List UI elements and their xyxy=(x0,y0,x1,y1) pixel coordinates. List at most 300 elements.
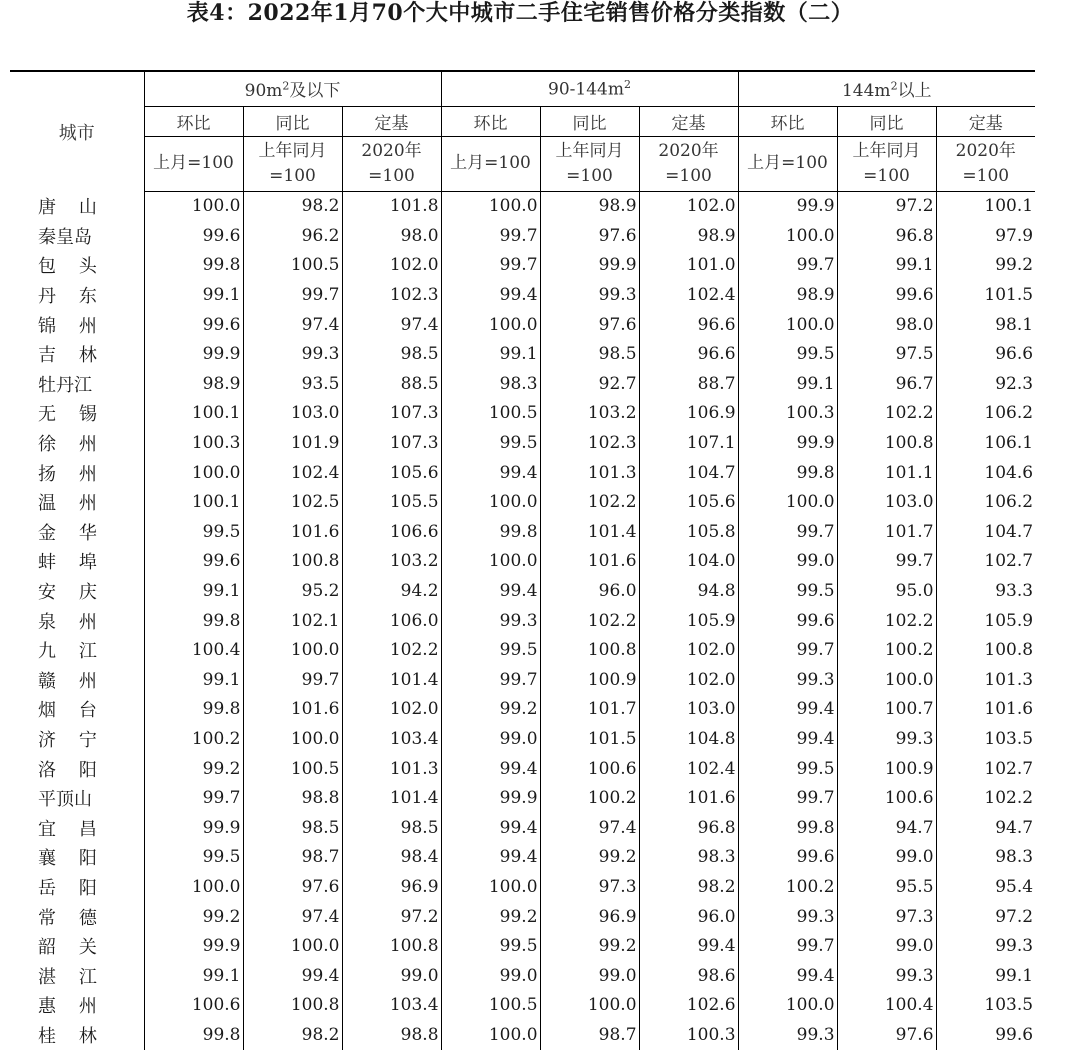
index-value: 100.7 xyxy=(837,695,936,725)
index-value: 100.8 xyxy=(243,991,342,1021)
index-value: 96.0 xyxy=(540,576,639,606)
index-value: 102.3 xyxy=(540,428,639,458)
index-value: 103.4 xyxy=(342,991,441,1021)
city-name: 扬 州 xyxy=(10,458,144,488)
index-value: 98.5 xyxy=(342,813,441,843)
index-value: 98.9 xyxy=(540,191,639,221)
index-value: 105.5 xyxy=(342,487,441,517)
index-value: 99.9 xyxy=(738,428,837,458)
group-header-large: $144m^2$以上 xyxy=(738,71,1035,106)
index-value: 98.5 xyxy=(540,339,639,369)
city-name: 锦 州 xyxy=(10,310,144,340)
index-value: 100.8 xyxy=(243,547,342,577)
index-value: 98.8 xyxy=(342,1020,441,1050)
index-value: 99.0 xyxy=(837,931,936,961)
table-row xyxy=(10,991,1035,1021)
index-value: 97.5 xyxy=(837,339,936,369)
index-value: 101.6 xyxy=(243,695,342,725)
table-row xyxy=(10,251,1035,281)
index-value: 101.4 xyxy=(342,665,441,695)
index-value: 107.1 xyxy=(639,428,738,458)
index-value: 97.2 xyxy=(936,902,1035,932)
index-value: 102.4 xyxy=(639,754,738,784)
index-value: 92.3 xyxy=(936,369,1035,399)
index-value: 99.6 xyxy=(837,280,936,310)
index-value: 99.0 xyxy=(540,961,639,991)
city-name: 无 锡 xyxy=(10,399,144,429)
index-value: 97.6 xyxy=(837,1020,936,1050)
index-value: 102.1 xyxy=(243,606,342,636)
base-cell-line: 上月=100 xyxy=(450,153,531,173)
index-value: 99.1 xyxy=(837,251,936,281)
group-header-medium: $90-144m^2$ xyxy=(441,71,738,106)
index-value: 103.0 xyxy=(243,399,342,429)
index-value: 96.2 xyxy=(243,221,342,251)
index-value: 96.8 xyxy=(639,813,738,843)
index-value: 98.2 xyxy=(639,872,738,902)
index-value: 99.3 xyxy=(738,665,837,695)
index-value: 98.9 xyxy=(639,221,738,251)
index-value: 103.5 xyxy=(936,724,1035,754)
index-value: 101.6 xyxy=(540,547,639,577)
subheader-cell: 定基 xyxy=(936,106,1035,136)
index-value: 98.8 xyxy=(243,783,342,813)
index-value: 93.3 xyxy=(936,576,1035,606)
index-value: 99.2 xyxy=(441,695,540,725)
index-value: 99.6 xyxy=(144,547,243,577)
index-value: 100.0 xyxy=(243,724,342,754)
index-value: 97.3 xyxy=(540,872,639,902)
index-value: 102.0 xyxy=(639,635,738,665)
index-value: 99.2 xyxy=(540,931,639,961)
index-value: 99.9 xyxy=(441,783,540,813)
index-value: 99.3 xyxy=(837,961,936,991)
index-value: 94.8 xyxy=(639,576,738,606)
table-row xyxy=(10,1020,1035,1050)
index-value: 96.7 xyxy=(837,369,936,399)
index-value: 99.1 xyxy=(144,665,243,695)
table-title: 表4：2022年1月70个大中城市二手住宅销售价格分类指数（二） xyxy=(186,0,854,26)
base-cell xyxy=(639,136,738,191)
city-name: 济 宁 xyxy=(10,724,144,754)
index-value: 100.0 xyxy=(738,221,837,251)
index-value: 101.4 xyxy=(342,783,441,813)
index-value: 97.4 xyxy=(540,813,639,843)
index-value: 98.7 xyxy=(540,1020,639,1050)
index-value: 100.2 xyxy=(540,783,639,813)
index-value: 100.0 xyxy=(243,931,342,961)
base-cell-line: 2020年 xyxy=(658,140,719,161)
base-cell-line: =100 xyxy=(665,165,712,186)
index-value: 97.6 xyxy=(540,221,639,251)
index-value: 99.7 xyxy=(837,547,936,577)
index-value: 99.5 xyxy=(441,931,540,961)
table-row xyxy=(10,872,1035,902)
index-value: 102.0 xyxy=(639,665,738,695)
index-value: 99.2 xyxy=(441,902,540,932)
index-value: 100.0 xyxy=(738,991,837,1021)
base-cell-line: 2020年 xyxy=(955,140,1016,161)
index-value: 99.1 xyxy=(441,339,540,369)
index-value: 101.6 xyxy=(639,783,738,813)
base-cell-line: 上月=100 xyxy=(153,153,234,173)
base-cell-line: 上年同月 xyxy=(555,140,624,161)
index-value: 99.4 xyxy=(441,576,540,606)
index-value: 102.5 xyxy=(243,487,342,517)
index-value: 98.2 xyxy=(243,1020,342,1050)
group-header-small: $90m^2$及以下 xyxy=(144,71,441,106)
subheader-cell: 环比 xyxy=(441,106,540,136)
index-value: 105.8 xyxy=(639,517,738,547)
index-value: 100.9 xyxy=(837,754,936,784)
index-value: 102.0 xyxy=(342,695,441,725)
table-row xyxy=(10,813,1035,843)
index-value: 99.9 xyxy=(738,191,837,221)
index-value: 99.4 xyxy=(738,695,837,725)
index-value: 103.0 xyxy=(837,487,936,517)
index-value: 99.3 xyxy=(243,339,342,369)
index-value: 96.6 xyxy=(936,339,1035,369)
table-row xyxy=(10,487,1035,517)
table-row xyxy=(10,635,1035,665)
index-value: 99.6 xyxy=(738,606,837,636)
index-value: 100.0 xyxy=(738,310,837,340)
index-value: 102.7 xyxy=(936,547,1035,577)
index-value: 101.3 xyxy=(540,458,639,488)
index-value: 101.5 xyxy=(936,280,1035,310)
subheader-cell: 同比 xyxy=(540,106,639,136)
subheader-cell: 环比 xyxy=(738,106,837,136)
table-row xyxy=(10,191,1035,221)
index-value: 99.4 xyxy=(441,458,540,488)
index-value: 100.6 xyxy=(837,783,936,813)
index-value: 97.2 xyxy=(837,191,936,221)
index-value: 100.0 xyxy=(837,665,936,695)
index-value: 100.0 xyxy=(441,1020,540,1050)
index-value: 95.2 xyxy=(243,576,342,606)
index-value: 102.2 xyxy=(936,783,1035,813)
index-value: 99.3 xyxy=(540,280,639,310)
index-value: 99.5 xyxy=(738,576,837,606)
index-value: 99.3 xyxy=(738,1020,837,1050)
index-value: 102.2 xyxy=(540,606,639,636)
index-value: 99.1 xyxy=(738,369,837,399)
index-value: 99.0 xyxy=(342,961,441,991)
index-value: 100.6 xyxy=(540,754,639,784)
index-value: 105.9 xyxy=(639,606,738,636)
index-value: 96.8 xyxy=(837,221,936,251)
city-name: 湛 江 xyxy=(10,961,144,991)
index-value: 101.3 xyxy=(342,754,441,784)
base-cell xyxy=(936,136,1035,191)
index-value: 106.2 xyxy=(936,399,1035,429)
index-value: 99.7 xyxy=(738,635,837,665)
city-name: 吉 林 xyxy=(10,339,144,369)
table-row xyxy=(10,458,1035,488)
table-row xyxy=(10,517,1035,547)
index-value: 104.6 xyxy=(936,458,1035,488)
index-value: 103.2 xyxy=(540,399,639,429)
index-value: 100.4 xyxy=(837,991,936,1021)
index-value: 102.3 xyxy=(342,280,441,310)
index-value: 98.3 xyxy=(639,843,738,873)
base-cell-line: =100 xyxy=(368,165,415,186)
price-index-table xyxy=(10,70,1035,1050)
index-value: 100.3 xyxy=(144,428,243,458)
table-row xyxy=(10,931,1035,961)
index-value: 98.5 xyxy=(342,339,441,369)
index-value: 102.0 xyxy=(639,191,738,221)
index-value: 99.7 xyxy=(738,517,837,547)
index-value: 101.7 xyxy=(837,517,936,547)
index-value: 102.0 xyxy=(342,251,441,281)
index-value: 101.5 xyxy=(540,724,639,754)
city-name: 桂 林 xyxy=(10,1020,144,1050)
index-value: 99.7 xyxy=(243,280,342,310)
subheader-cell: 定基 xyxy=(639,106,738,136)
city-name: 徐 州 xyxy=(10,428,144,458)
index-value: 97.2 xyxy=(342,902,441,932)
table-row xyxy=(10,606,1035,636)
index-value: 99.5 xyxy=(144,843,243,873)
index-value: 101.1 xyxy=(837,458,936,488)
city-column-header: 城市 xyxy=(10,71,144,191)
index-value: 98.6 xyxy=(639,961,738,991)
index-value: 99.2 xyxy=(144,902,243,932)
index-value: 99.8 xyxy=(144,695,243,725)
base-cell-line: 上年同月 xyxy=(258,140,327,161)
index-value: 101.9 xyxy=(243,428,342,458)
index-value: 99.1 xyxy=(144,961,243,991)
index-value: 100.5 xyxy=(243,251,342,281)
index-value: 100.0 xyxy=(441,547,540,577)
index-value: 104.0 xyxy=(639,547,738,577)
city-name: 秦皇岛 xyxy=(10,221,144,251)
index-value: 101.8 xyxy=(342,191,441,221)
index-value: 99.4 xyxy=(441,843,540,873)
city-name: 蚌 埠 xyxy=(10,547,144,577)
index-value: 100.8 xyxy=(837,428,936,458)
index-value: 96.9 xyxy=(540,902,639,932)
index-value: 102.2 xyxy=(342,635,441,665)
city-name: 洛 阳 xyxy=(10,754,144,784)
index-value: 99.2 xyxy=(936,251,1035,281)
index-value: 100.0 xyxy=(441,310,540,340)
index-value: 100.2 xyxy=(738,872,837,902)
index-value: 102.6 xyxy=(639,991,738,1021)
index-value: 96.6 xyxy=(639,310,738,340)
index-value: 97.9 xyxy=(936,221,1035,251)
index-value: 104.7 xyxy=(936,517,1035,547)
index-value: 97.4 xyxy=(342,310,441,340)
index-value: 99.5 xyxy=(738,754,837,784)
table-row xyxy=(10,665,1035,695)
index-value: 99.4 xyxy=(639,931,738,961)
index-value: 97.3 xyxy=(837,902,936,932)
index-value: 97.4 xyxy=(243,902,342,932)
index-value: 99.8 xyxy=(144,251,243,281)
subheader-row xyxy=(10,106,1035,136)
index-value: 102.4 xyxy=(639,280,738,310)
index-value: 103.5 xyxy=(936,991,1035,1021)
index-value: 99.4 xyxy=(243,961,342,991)
base-cell-line: =100 xyxy=(566,165,613,186)
index-value: 99.1 xyxy=(936,961,1035,991)
index-value: 104.8 xyxy=(639,724,738,754)
index-value: 98.2 xyxy=(243,191,342,221)
table-row xyxy=(10,902,1035,932)
index-value: 99.0 xyxy=(441,724,540,754)
table-row xyxy=(10,399,1035,429)
index-value: 94.7 xyxy=(837,813,936,843)
base-cell-line: =100 xyxy=(863,165,910,186)
index-value: 100.0 xyxy=(441,487,540,517)
index-value: 100.0 xyxy=(441,191,540,221)
city-name: 平顶山 xyxy=(10,783,144,813)
index-value: 99.6 xyxy=(144,221,243,251)
index-value: 98.9 xyxy=(738,280,837,310)
table-row xyxy=(10,961,1035,991)
index-value: 100.4 xyxy=(144,635,243,665)
index-value: 105.9 xyxy=(936,606,1035,636)
index-value: 99.7 xyxy=(441,251,540,281)
index-value: 100.5 xyxy=(243,754,342,784)
index-value: 99.4 xyxy=(738,961,837,991)
index-value: 93.5 xyxy=(243,369,342,399)
index-value: 106.1 xyxy=(936,428,1035,458)
table-row xyxy=(10,724,1035,754)
index-value: 98.4 xyxy=(342,843,441,873)
index-value: 99.4 xyxy=(441,280,540,310)
index-value: 100.5 xyxy=(441,991,540,1021)
index-value: 100.8 xyxy=(936,635,1035,665)
index-value: 100.1 xyxy=(144,399,243,429)
table-row xyxy=(10,221,1035,251)
index-value: 99.2 xyxy=(540,843,639,873)
index-value: 99.9 xyxy=(144,931,243,961)
index-value: 100.1 xyxy=(144,487,243,517)
index-value: 106.2 xyxy=(936,487,1035,517)
table-row xyxy=(10,369,1035,399)
index-value: 95.4 xyxy=(936,872,1035,902)
table-row xyxy=(10,754,1035,784)
index-value: 99.3 xyxy=(936,931,1035,961)
index-value: 100.6 xyxy=(144,991,243,1021)
index-value: 99.7 xyxy=(144,783,243,813)
index-value: 100.0 xyxy=(738,487,837,517)
index-value: 99.9 xyxy=(144,339,243,369)
index-value: 100.8 xyxy=(342,931,441,961)
index-value: 100.3 xyxy=(738,399,837,429)
table-row xyxy=(10,280,1035,310)
table-row xyxy=(10,843,1035,873)
index-value: 99.5 xyxy=(441,428,540,458)
index-value: 99.4 xyxy=(738,724,837,754)
table-header xyxy=(10,71,1035,191)
table-row xyxy=(10,428,1035,458)
index-value: 97.4 xyxy=(243,310,342,340)
index-value: 94.2 xyxy=(342,576,441,606)
index-value: 105.6 xyxy=(639,487,738,517)
index-value: 98.1 xyxy=(936,310,1035,340)
index-value: 97.6 xyxy=(243,872,342,902)
index-value: 99.1 xyxy=(144,280,243,310)
index-value: 101.6 xyxy=(936,695,1035,725)
index-value: 100.0 xyxy=(540,991,639,1021)
index-value: 99.5 xyxy=(738,339,837,369)
subheader-cell: 环比 xyxy=(144,106,243,136)
index-value: 96.9 xyxy=(342,872,441,902)
table-body xyxy=(10,191,1035,1050)
index-value: 95.5 xyxy=(837,872,936,902)
index-value: 99.9 xyxy=(540,251,639,281)
city-name: 赣 州 xyxy=(10,665,144,695)
index-value: 99.2 xyxy=(144,754,243,784)
index-value: 100.2 xyxy=(837,635,936,665)
index-value: 101.3 xyxy=(936,665,1035,695)
city-name: 包 头 xyxy=(10,251,144,281)
base-cell xyxy=(342,136,441,191)
index-value: 100.9 xyxy=(540,665,639,695)
index-value: 105.6 xyxy=(342,458,441,488)
index-value: 100.0 xyxy=(144,191,243,221)
index-value: 99.7 xyxy=(738,931,837,961)
index-value: 99.9 xyxy=(144,813,243,843)
base-cell-line: 上年同月 xyxy=(852,140,921,161)
index-value: 99.4 xyxy=(441,754,540,784)
index-value: 99.0 xyxy=(837,843,936,873)
index-value: 99.1 xyxy=(144,576,243,606)
index-value: 100.0 xyxy=(144,872,243,902)
city-name: 岳 阳 xyxy=(10,872,144,902)
subheader-cell: 同比 xyxy=(837,106,936,136)
index-value: 97.6 xyxy=(540,310,639,340)
index-value: 95.0 xyxy=(837,576,936,606)
index-value: 100.0 xyxy=(144,458,243,488)
index-value: 102.2 xyxy=(540,487,639,517)
index-value: 88.5 xyxy=(342,369,441,399)
table-row xyxy=(10,695,1035,725)
city-name: 惠 州 xyxy=(10,991,144,1021)
base-cell xyxy=(540,136,639,191)
base-cell-line: =100 xyxy=(269,165,316,186)
index-value: 99.6 xyxy=(936,1020,1035,1050)
index-value: 99.4 xyxy=(441,813,540,843)
index-value: 98.0 xyxy=(342,221,441,251)
city-name: 安 庆 xyxy=(10,576,144,606)
base-cell xyxy=(243,136,342,191)
index-value: 100.8 xyxy=(540,635,639,665)
city-name: 金 华 xyxy=(10,517,144,547)
index-value: 98.5 xyxy=(243,813,342,843)
index-value: 100.5 xyxy=(441,399,540,429)
index-value: 101.7 xyxy=(540,695,639,725)
index-value: 99.5 xyxy=(144,517,243,547)
base-cell xyxy=(144,136,243,191)
index-value: 98.3 xyxy=(441,369,540,399)
index-value: 101.6 xyxy=(243,517,342,547)
city-name: 唐 山 xyxy=(10,191,144,221)
table-row xyxy=(10,310,1035,340)
index-value: 99.3 xyxy=(738,902,837,932)
subheader-cell: 同比 xyxy=(243,106,342,136)
base-cell xyxy=(441,136,540,191)
table-row xyxy=(10,576,1035,606)
index-value: 103.0 xyxy=(639,695,738,725)
index-value: 98.3 xyxy=(936,843,1035,873)
city-name: 九 江 xyxy=(10,635,144,665)
index-value: 103.4 xyxy=(342,724,441,754)
